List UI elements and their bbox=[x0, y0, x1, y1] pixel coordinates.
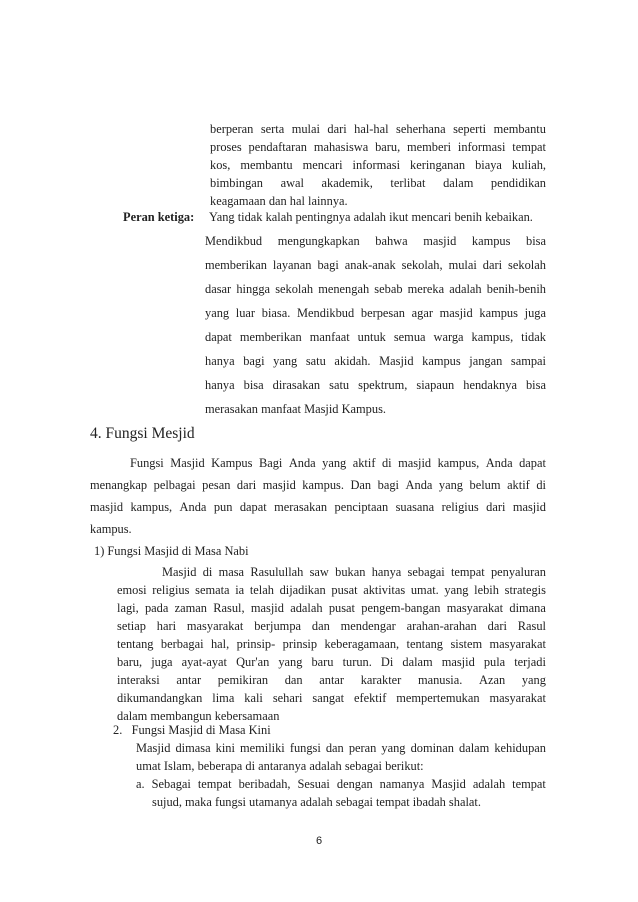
word: Masjid bbox=[431, 777, 466, 791]
word: sebagai bbox=[407, 565, 445, 579]
word: masyarakat bbox=[446, 601, 504, 615]
word: hal-hal bbox=[354, 122, 389, 136]
text-line bbox=[205, 377, 546, 393]
word: manusia. bbox=[417, 673, 463, 687]
word: terlibat bbox=[390, 176, 426, 190]
item-2-heading: 2. Fungsi Masjid di Masa Kini bbox=[113, 723, 271, 737]
word: yang bbox=[322, 456, 347, 470]
word: pengem-bangan bbox=[361, 601, 441, 615]
text-line bbox=[205, 329, 546, 345]
word: masjid bbox=[250, 601, 284, 615]
word: religius bbox=[152, 583, 190, 597]
word: di bbox=[381, 456, 392, 470]
word: informasi bbox=[457, 140, 506, 154]
word: dirasakan bbox=[272, 378, 321, 392]
word: ayat-ayat bbox=[181, 655, 227, 669]
word: ia bbox=[235, 583, 245, 597]
word: yang bbox=[278, 655, 303, 669]
word: baru bbox=[311, 655, 334, 669]
word: pemikiran bbox=[217, 673, 269, 687]
word: Mendikbud bbox=[205, 234, 263, 248]
word: semata bbox=[195, 583, 230, 597]
word: Anda bbox=[405, 478, 433, 492]
word: kampus, bbox=[471, 330, 514, 344]
word: yang bbox=[521, 673, 546, 687]
text-line: Yang tidak kalah pentingnya adalah ikut mencari benih kebaikan. bbox=[209, 210, 533, 224]
word: antar bbox=[319, 673, 345, 687]
word: Di bbox=[380, 655, 394, 669]
word: bahwa bbox=[375, 234, 408, 248]
word: Rasulullah bbox=[250, 565, 304, 579]
word: Anda bbox=[288, 456, 316, 470]
word: prinsip bbox=[282, 637, 318, 651]
word: bagi bbox=[377, 478, 400, 492]
word: bukan bbox=[335, 565, 366, 579]
word: jangan bbox=[469, 354, 503, 368]
word: memiliki bbox=[240, 741, 285, 755]
word: tempat bbox=[450, 565, 485, 579]
word: peran bbox=[348, 741, 377, 755]
word: juga bbox=[151, 655, 173, 669]
word: berperan bbox=[210, 122, 254, 136]
word: pada bbox=[144, 601, 169, 615]
word: keringanan bbox=[410, 158, 466, 172]
word: Sesuai bbox=[297, 777, 330, 791]
word: berjumpa bbox=[254, 619, 302, 633]
word: kampus bbox=[479, 306, 518, 320]
word: mulai bbox=[448, 258, 477, 272]
word: layanan bbox=[272, 258, 312, 272]
section-heading: 4. Fungsi Mesjid bbox=[90, 425, 195, 442]
word: dan bbox=[284, 673, 303, 687]
word: telah bbox=[249, 583, 274, 597]
text-line bbox=[210, 139, 546, 155]
word: karakter bbox=[360, 673, 402, 687]
text-line bbox=[210, 121, 546, 137]
text-line bbox=[162, 564, 546, 580]
word: akidah. bbox=[334, 354, 371, 368]
word: memberikan bbox=[239, 330, 302, 344]
text-line bbox=[136, 740, 546, 756]
text-line bbox=[205, 305, 546, 321]
word: suasana bbox=[395, 500, 435, 514]
text-line: merasakan manfaat Masjid Kampus. bbox=[205, 402, 386, 416]
word: biasa. bbox=[261, 306, 291, 320]
word: Azan bbox=[479, 673, 506, 687]
text-line bbox=[205, 257, 546, 273]
text-line bbox=[205, 353, 546, 369]
word: hanya bbox=[205, 378, 235, 392]
word: sehari bbox=[272, 691, 303, 705]
word: juga bbox=[524, 306, 546, 320]
word: masjid bbox=[262, 478, 296, 492]
word: berbagai bbox=[160, 637, 204, 651]
word: penciptaan bbox=[334, 500, 389, 514]
word: kos, bbox=[210, 158, 231, 172]
word: umat. bbox=[410, 583, 439, 597]
text-line bbox=[90, 477, 546, 493]
word: mempertemukan bbox=[396, 691, 480, 705]
word: Bagi bbox=[258, 456, 283, 470]
word: bisa bbox=[243, 378, 264, 392]
word: biaya bbox=[475, 158, 502, 172]
word: fungsi bbox=[289, 741, 321, 755]
word: sekolah, bbox=[401, 258, 443, 272]
word: membantu bbox=[493, 122, 546, 136]
text-line bbox=[210, 157, 546, 173]
word: masa bbox=[218, 565, 245, 579]
word: merasakan bbox=[274, 500, 328, 514]
word: pula bbox=[483, 655, 506, 669]
word: masjid bbox=[441, 655, 475, 669]
word: Rasul, bbox=[213, 601, 245, 615]
word: aktif bbox=[507, 478, 530, 492]
word: Dan bbox=[350, 478, 372, 492]
word: dapat bbox=[239, 500, 267, 514]
page-number: 6 bbox=[315, 835, 323, 847]
word: Sebagai bbox=[151, 777, 191, 791]
word: masjid bbox=[439, 306, 473, 320]
word: baru, bbox=[117, 655, 143, 669]
word: memberikan bbox=[205, 258, 267, 272]
word: kampus, bbox=[130, 500, 173, 514]
word: benih-benih bbox=[486, 282, 546, 296]
word: mencari bbox=[302, 158, 343, 172]
word: hal, bbox=[210, 637, 230, 651]
word: dengan bbox=[336, 777, 373, 791]
text-line bbox=[117, 618, 546, 634]
word: masyarakat bbox=[489, 691, 546, 705]
word: warga bbox=[433, 330, 464, 344]
word: mahasiswa bbox=[313, 140, 369, 154]
word: dapat bbox=[205, 330, 232, 344]
word: kehidupan bbox=[494, 741, 546, 755]
text-line bbox=[130, 455, 546, 471]
word: kampus bbox=[471, 234, 511, 248]
word: adalah bbox=[449, 282, 482, 296]
word: tidak bbox=[521, 330, 546, 344]
word: pendidikan bbox=[490, 176, 546, 190]
word: masjid bbox=[90, 500, 124, 514]
word: bagi bbox=[243, 354, 265, 368]
word: bimbingan bbox=[210, 176, 263, 190]
word: turun. bbox=[342, 655, 372, 669]
word: pendaftaran bbox=[248, 140, 307, 154]
text-line: sujud, maka fungsi utamanya adalah sebagai tempat ibadah shalat. bbox=[152, 795, 481, 809]
word: a. bbox=[136, 777, 145, 791]
word: masyarakat bbox=[489, 637, 546, 651]
text-line: kampus. bbox=[90, 522, 132, 536]
word: dasar bbox=[205, 282, 232, 296]
word: hendaknya bbox=[463, 378, 517, 392]
word: hingga bbox=[236, 282, 271, 296]
word: di bbox=[536, 478, 546, 492]
text-line: keagamaan dan hal lainnya. bbox=[210, 194, 348, 208]
text-line bbox=[205, 233, 546, 249]
text-line: dalam membangun kebersamaan bbox=[117, 709, 280, 723]
word: dalam bbox=[402, 655, 433, 669]
word: untuk bbox=[357, 330, 386, 344]
word: masyarakat bbox=[186, 619, 244, 633]
word: bisa bbox=[526, 234, 546, 248]
word: strategis bbox=[504, 583, 546, 597]
word: spektrum, bbox=[358, 378, 408, 392]
word: religius bbox=[441, 500, 479, 514]
word: yang bbox=[381, 741, 406, 755]
text-line bbox=[117, 600, 546, 616]
word: berpesan bbox=[360, 306, 405, 320]
word: serta bbox=[260, 122, 285, 136]
text-line bbox=[117, 672, 546, 688]
text-line bbox=[117, 582, 546, 598]
word: menangkap bbox=[90, 478, 148, 492]
word: kampus. bbox=[302, 478, 344, 492]
text-line bbox=[117, 636, 546, 652]
word: adalah bbox=[290, 601, 323, 615]
word: dalam bbox=[443, 176, 474, 190]
word: membantu bbox=[240, 158, 293, 172]
word: dimana bbox=[509, 601, 546, 615]
word: aktif bbox=[352, 456, 376, 470]
word: memberi bbox=[407, 140, 452, 154]
word: kampus bbox=[422, 354, 461, 368]
word: pesan bbox=[202, 478, 231, 492]
word: dalam bbox=[459, 741, 490, 755]
word: Anda bbox=[179, 500, 207, 514]
word: tempat bbox=[197, 777, 232, 791]
word: antar bbox=[176, 673, 202, 687]
word: Rasul bbox=[517, 619, 546, 633]
word: lebih bbox=[474, 583, 499, 597]
word: satu bbox=[305, 354, 326, 368]
word: masjid bbox=[512, 500, 546, 514]
word: kali bbox=[244, 691, 263, 705]
word: agar bbox=[411, 306, 433, 320]
word: sebab bbox=[374, 282, 403, 296]
word: Qur'an bbox=[236, 655, 270, 669]
word: emosi bbox=[117, 583, 147, 597]
word: arahan-arahan bbox=[406, 619, 477, 633]
word: hari bbox=[156, 619, 177, 633]
word: dominan bbox=[410, 741, 454, 755]
word: namanya bbox=[379, 777, 425, 791]
word: Masjid bbox=[136, 741, 171, 755]
word: seherhana bbox=[396, 122, 446, 136]
word: dapat bbox=[519, 456, 546, 470]
word: efektif bbox=[353, 691, 387, 705]
word: luar bbox=[235, 306, 256, 320]
word: dari bbox=[486, 500, 506, 514]
word: dan bbox=[311, 619, 330, 633]
word: seperti bbox=[453, 122, 487, 136]
word: semua bbox=[393, 330, 426, 344]
word: lima bbox=[212, 691, 235, 705]
word: Anda bbox=[485, 456, 513, 470]
text-line bbox=[117, 690, 546, 706]
word: saw bbox=[309, 565, 329, 579]
word: dari bbox=[482, 258, 503, 272]
word: bisa bbox=[525, 378, 546, 392]
word: tempat bbox=[512, 140, 546, 154]
word: belum bbox=[469, 478, 501, 492]
word: pusat bbox=[331, 583, 358, 597]
word: dimasa bbox=[175, 741, 211, 755]
word: setiap bbox=[117, 619, 146, 633]
text-line: umat Islam, beberapa di antaranya adalah sebagai berikut: bbox=[136, 759, 424, 773]
word: yang bbox=[444, 583, 469, 597]
text-line bbox=[136, 776, 546, 792]
word: menengah bbox=[318, 282, 370, 296]
word: mereka bbox=[407, 282, 445, 296]
word: tentang bbox=[406, 637, 444, 651]
word: kini bbox=[215, 741, 235, 755]
word: dijadikan bbox=[279, 583, 326, 597]
word: kampus, bbox=[437, 456, 480, 470]
word: pun bbox=[213, 500, 233, 514]
word: Kampus bbox=[211, 456, 253, 470]
word: dan bbox=[325, 741, 344, 755]
word: hanya bbox=[205, 354, 235, 368]
word: penyaluran bbox=[490, 565, 546, 579]
word: Fungsi bbox=[130, 456, 164, 470]
word: sekolah bbox=[508, 258, 546, 272]
word: mendengar bbox=[340, 619, 396, 633]
word: sekolah bbox=[275, 282, 314, 296]
word: dikumandangkan bbox=[117, 691, 203, 705]
word: baru, bbox=[375, 140, 401, 154]
word: yang bbox=[273, 354, 298, 368]
text-line bbox=[210, 175, 546, 191]
word: masjid bbox=[423, 234, 457, 248]
word: tempat bbox=[512, 777, 546, 791]
word: adalah bbox=[472, 777, 506, 791]
word: yang bbox=[205, 306, 230, 320]
word: aktivitas bbox=[363, 583, 406, 597]
word: sampai bbox=[510, 354, 546, 368]
word: dari bbox=[327, 122, 347, 136]
word: anak-anak bbox=[344, 258, 396, 272]
word: di bbox=[202, 565, 213, 579]
word: proses bbox=[210, 140, 242, 154]
text-line bbox=[205, 281, 546, 297]
word: dari bbox=[487, 619, 507, 633]
word: sangat bbox=[312, 691, 345, 705]
word: pusat bbox=[328, 601, 355, 615]
peran-ketiga-label: Peran ketiga: bbox=[123, 210, 195, 224]
word: manfaat bbox=[309, 330, 350, 344]
word: mulai bbox=[291, 122, 320, 136]
word: Masjid bbox=[170, 456, 205, 470]
word: keberagamaan, bbox=[324, 637, 400, 651]
word: zaman bbox=[174, 601, 207, 615]
word: informasi bbox=[352, 158, 401, 172]
word: interaksi bbox=[117, 673, 160, 687]
word: tentang bbox=[117, 637, 154, 651]
word: dari bbox=[236, 478, 257, 492]
word: awal bbox=[280, 176, 304, 190]
text-line bbox=[90, 499, 546, 515]
word: sistem bbox=[450, 637, 483, 651]
word: siapaun bbox=[416, 378, 455, 392]
word: lagi, bbox=[117, 601, 139, 615]
word: satu bbox=[329, 378, 350, 392]
word: kuliah, bbox=[511, 158, 546, 172]
word: bagi bbox=[317, 258, 339, 272]
word: beribadah, bbox=[238, 777, 291, 791]
word: Masjid bbox=[162, 565, 197, 579]
word: masjid bbox=[398, 456, 432, 470]
word: akademik, bbox=[321, 176, 373, 190]
word: yang bbox=[438, 478, 464, 492]
word: hanya bbox=[371, 565, 402, 579]
word: Mendikbud bbox=[297, 306, 355, 320]
text-line bbox=[117, 654, 546, 670]
word: prinsip- bbox=[236, 637, 276, 651]
word: terjadi bbox=[514, 655, 546, 669]
word: Masjid bbox=[379, 354, 414, 368]
item-1-heading: 1) Fungsi Masjid di Masa Nabi bbox=[94, 544, 249, 558]
word: mengungkapkan bbox=[277, 234, 360, 248]
word: pelbagai bbox=[153, 478, 196, 492]
